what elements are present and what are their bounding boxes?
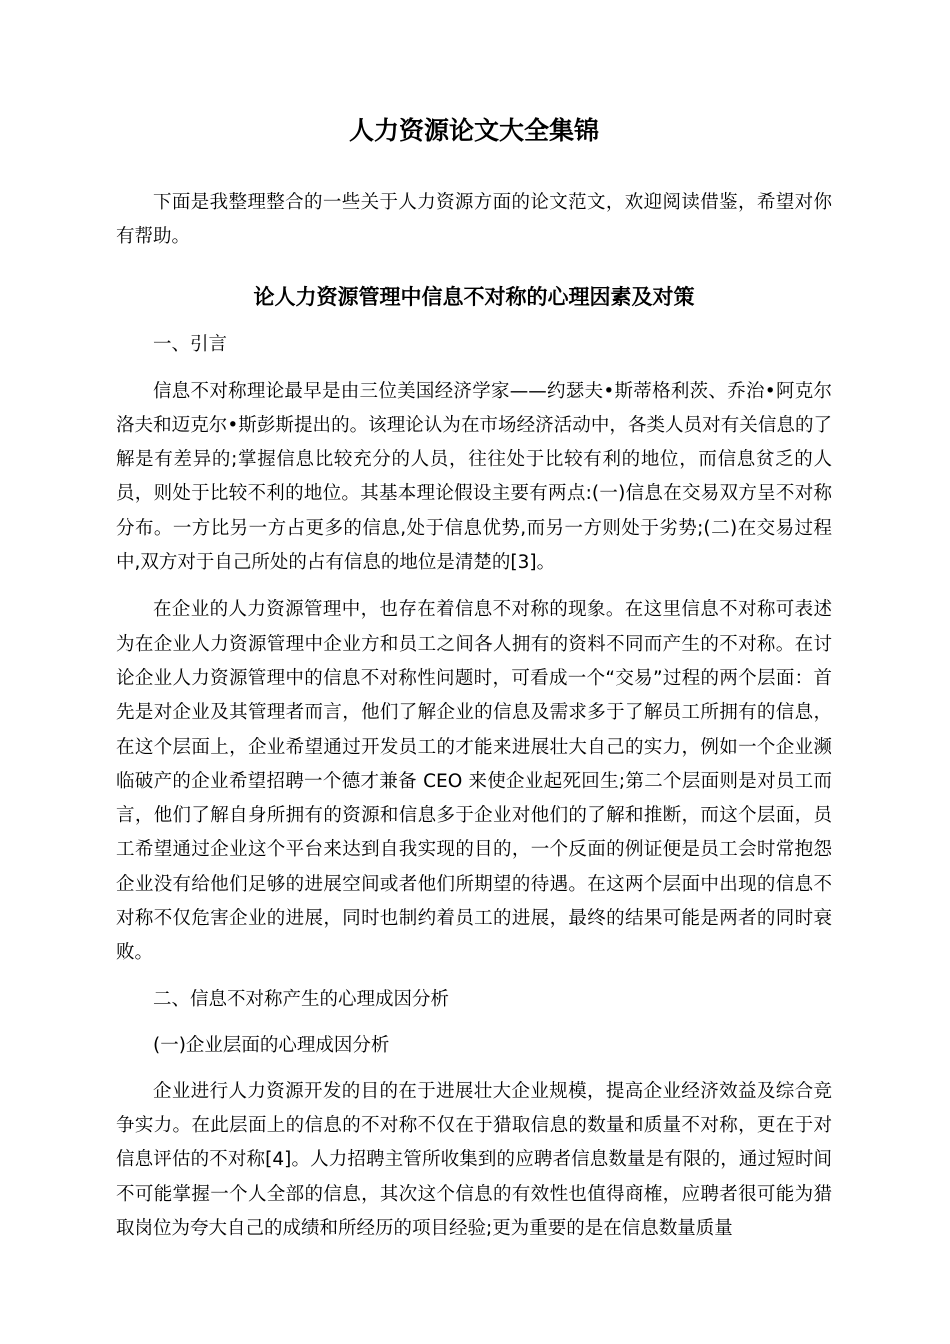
document-title: 人力资源论文大全集锦 — [348, 116, 599, 145]
document-body — [116, 113, 832, 1246]
section-heading-causes: 二、信息不对称产生的心理成因分析 — [153, 988, 450, 1010]
intro-paragraph: 下面是我整理整合的一些关于人力资源方面的论文范文，欢迎阅读借鉴，希望对你有帮助。 — [116, 192, 832, 248]
article-title: 论人力资源管理中信息不对称的心理因素及对策 — [253, 284, 695, 309]
subsection-heading-enterprise: (一)企业层面的心理成因分析 — [153, 1034, 390, 1056]
section-heading-introduction: 一、引言 — [153, 333, 228, 355]
body-paragraph: 在企业的人力资源管理中，也存在着信息不对称的现象。在这里信息不对称可表述为在企业人力资源管理中企业方和员工之间各人拥有的资料不同而产生的不对称。在讨论企业人力资源管理中的信息不对称性问题时，可看成一个“交易”过程的两个层面：首先是对企业及其管理者而言，他们了解企业的信息及需求多于了解员工所拥有的信息，在这个层面上，企业希望通过开发员工的才能来进展壮大自己的实力，例如一个企业濒临破产的企业希望招聘一个德才兼备 CEO 来使企业起死回生;第二个层面则是对员工而言，他们了解自身所拥有的资源和信息多于企业对他们的了解和推断，而这个层面，员工希望通过企业这个平台来达到自我实现的目的，一个反面的例证便是员工会时常抱怨企业没有给他们足够的进展空间或者他们所期望的待遇。在这两个层面中出现的信息不对称不仅危害企业的进展，同时也制约着员工的进展，最终的结果可能是两者的同时衰败。 — [116, 599, 832, 964]
body-paragraph: 企业进行人力资源开发的目的在于进展壮大企业规模，提高企业经济效益及综合竞争实力。在此层面上的信息的不对称不仅在于猎取信息的数量和质量不对称，更在于对信息评估的不对称[4]。人力招聘主管所收集到的应聘者信息数量是有限的，通过短时间不可能掌握一个人全部的信息，其次这个信息的有效性也值得商榷，应聘者很可能为猎取岗位为夸大自己的成绩和所经历的项目经验;更为重要的是在信息数量质量 — [116, 1080, 832, 1239]
body-paragraph: 信息不对称理论最早是由三位美国经济学家——约瑟夫•斯蒂格利茨、乔治•阿克尔洛夫和迈克尔•斯彭斯提出的。该理论认为在市场经济活动中，各类人员对有关信息的了解是有差异的;掌握信息比较充分的人员，往往处于比较有利的地位，而信息贫乏的人员，则处于比较不利的地位。其基本理论假设主要有两点:(一)信息在交易双方呈不对称分布。一方比另一方占更多的信息,处于信息优势,而另一方则处于劣势;(二)在交易过程中,双方对于自己所处的占有信息的地位是清楚的[3]。 — [116, 380, 832, 574]
